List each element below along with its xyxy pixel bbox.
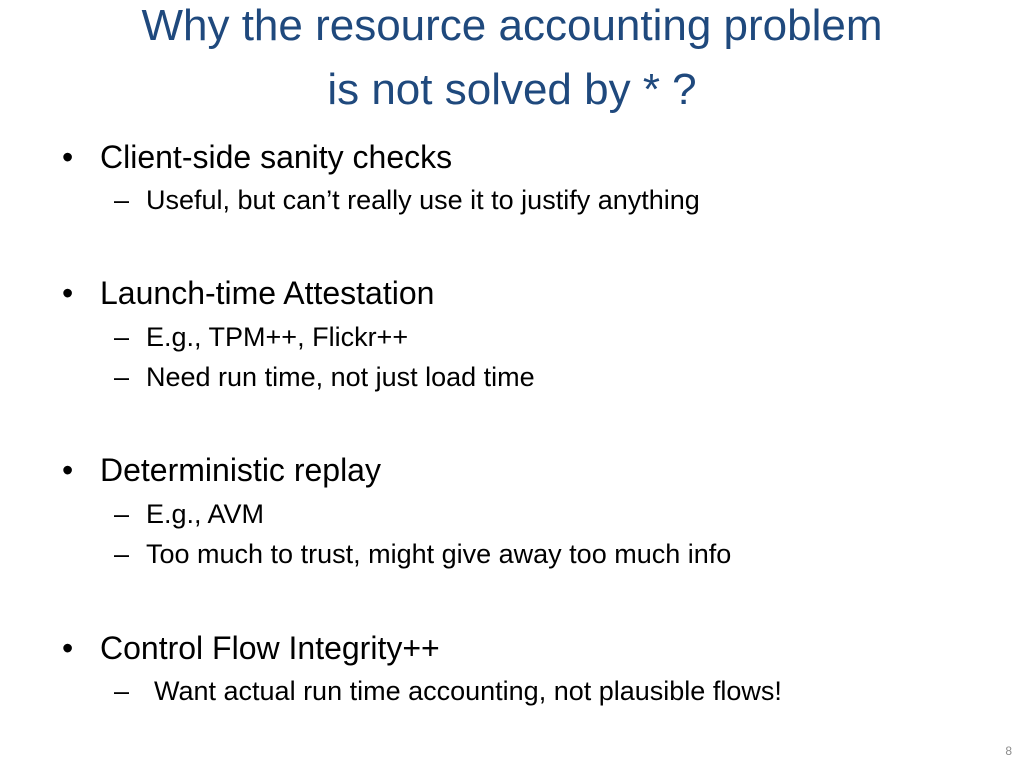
title-line-2: is not solved by * ? <box>327 65 697 114</box>
bullet-dot-icon: • <box>62 630 74 666</box>
sub-bullet-label: E.g., TPM++, Flickr++ <box>146 322 409 352</box>
bullet-label: Control Flow Integrity++ <box>100 630 440 666</box>
sub-bullet-label: Too much to trust, might give away too much info <box>146 539 732 569</box>
bullet-label: Deterministic replay <box>100 452 381 488</box>
bullet-dot-icon: • <box>62 275 74 311</box>
bullet-label: Launch-time Attestation <box>100 275 435 311</box>
sub-bullet-label: Want actual run time accounting, not plausible flows! <box>154 676 782 706</box>
dash-icon: – <box>114 322 130 352</box>
sub-bullet-label: Need run time, not just load time <box>146 362 535 392</box>
title-line-1: Why the resource accounting problem <box>141 1 883 50</box>
sub-bullet-label: E.g., AVM <box>146 499 265 529</box>
bullet-label: Client-side sanity checks <box>100 139 453 175</box>
dash-icon: – <box>114 362 130 392</box>
dash-icon: – <box>114 676 130 706</box>
sub-bullet-label: Useful, but can’t really use it to justify anything <box>146 185 700 215</box>
bullet-dot-icon: • <box>62 139 74 175</box>
dash-icon: – <box>114 539 130 569</box>
page-number: 8 <box>1005 744 1012 758</box>
bullet-dot-icon: • <box>62 452 74 488</box>
dash-icon: – <box>114 185 130 215</box>
dash-icon: – <box>114 499 130 529</box>
